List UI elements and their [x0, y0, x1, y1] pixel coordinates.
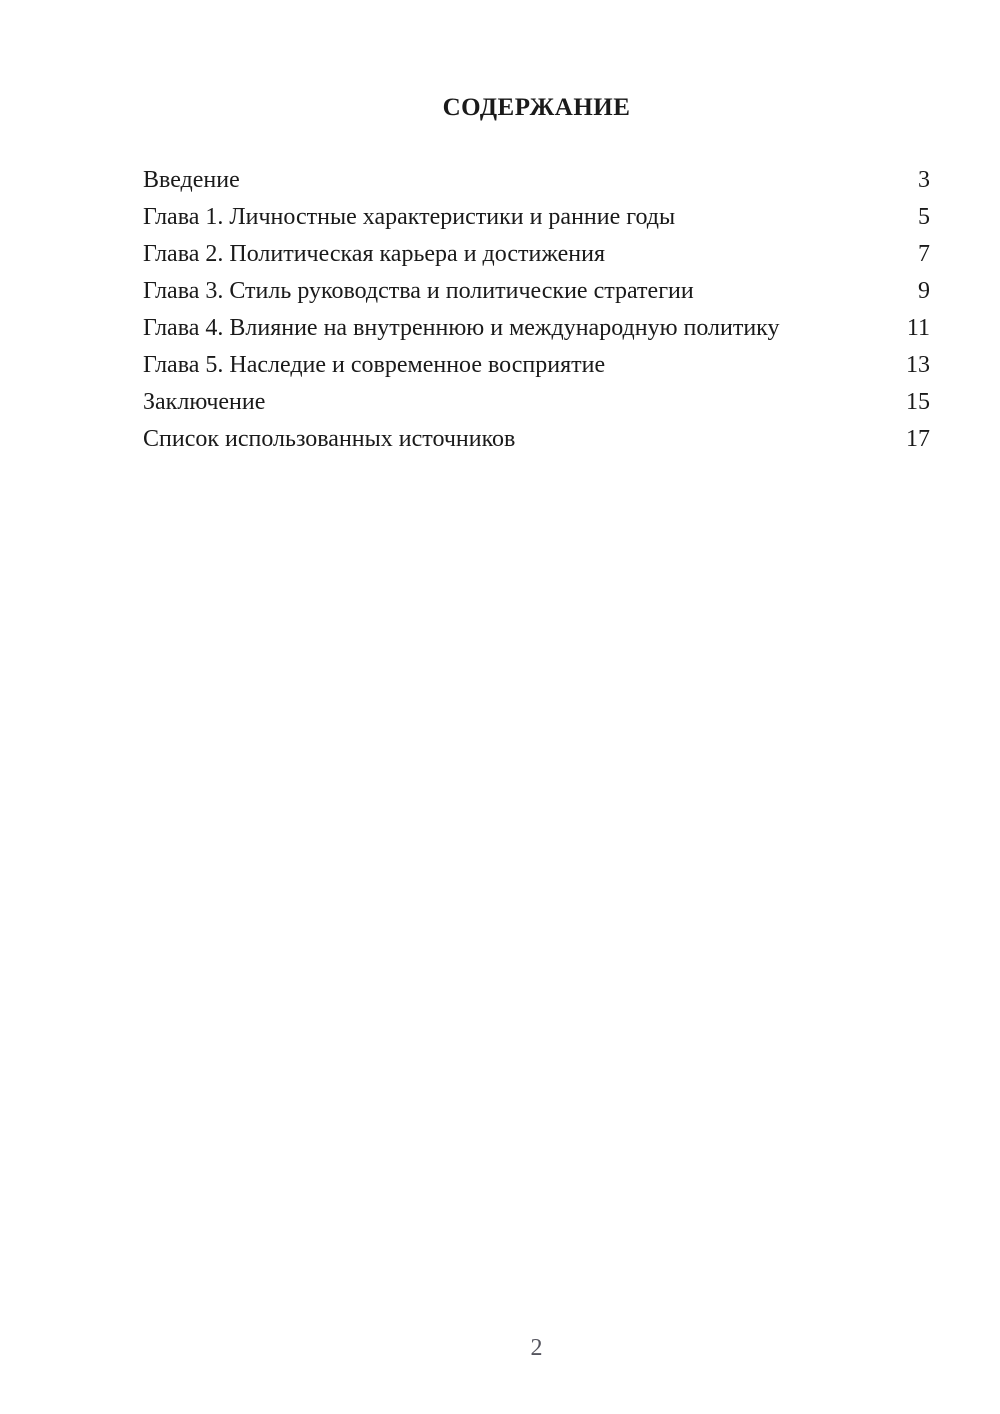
toc-entry-page-number: 11 — [906, 315, 930, 341]
toc-entry-label: Глава 4. Влияние на внутреннюю и международную политику — [143, 315, 780, 341]
toc-entry-page-number: 13 — [906, 352, 930, 378]
toc-entry-page-number: 5 — [918, 204, 930, 230]
toc-entry — [143, 162, 930, 199]
toc-entry-label: Глава 2. Политическая карьера и достижения — [143, 241, 605, 267]
toc-entry — [143, 236, 930, 273]
toc-entry-label: Заключение — [143, 389, 266, 415]
toc-entry-page-number: 17 — [906, 426, 930, 452]
toc-entry-label: Введение — [143, 167, 240, 193]
footer-page-number: 2 — [530, 1335, 543, 1361]
toc-entry — [143, 310, 930, 347]
toc-entry-page-number: 9 — [918, 278, 930, 304]
page-content — [143, 0, 930, 458]
toc-entry-label: Список использованных источников — [143, 426, 516, 452]
toc-entry — [143, 421, 930, 458]
toc-list — [143, 162, 930, 458]
toc-entry-label: Глава 5. Наследие и современное восприятие — [143, 352, 606, 378]
toc-entry — [143, 199, 930, 236]
toc-title: СОДЕРЖАНИЕ — [442, 94, 631, 121]
toc-entry-label: Глава 1. Личностные характеристики и ранние годы — [143, 204, 676, 230]
toc-entry-page-number: 7 — [918, 241, 930, 267]
toc-entry-page-number: 15 — [906, 389, 930, 415]
toc-entry-label: Глава 3. Стиль руководства и политические стратегии — [143, 278, 694, 304]
toc-entry — [143, 347, 930, 384]
toc-entry — [143, 384, 930, 421]
toc-entry — [143, 273, 930, 310]
toc-entry-page-number: 3 — [918, 167, 930, 193]
